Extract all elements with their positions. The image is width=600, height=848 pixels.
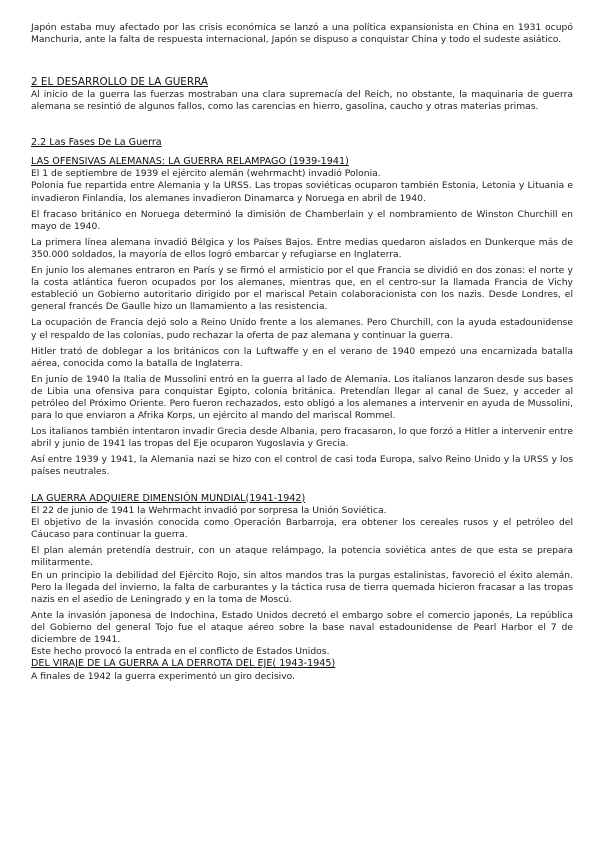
section-2-2-heading: 2.2 Las Fases De La Guerra — [31, 137, 162, 149]
blitz-paragraph: En junio los alemanes entraron en París y se firmó el armisticio por el que Francia se dividió en dos zonas: el norte y la costa atlántica fueron ocupados por los alemanes, mientras que, en el centro-sur la llamada Francia de Vichy estableció un Gobierno autoritario dirigido por el mariscal Petain colaboracionista con los nazis. Desde Londres, el general francés De Gaulle hizo un llamamiento a las resistencia. — [31, 265, 573, 313]
turning-point-paragraph: A finales de 1942 la guerra experimentó un giro decisivo. — [31, 670, 296, 682]
global-war-paragraph: El objetivo de la invasión conocida como Operación Barbarroja, era obtener los cereales rusos y el petróleo del Cáucaso para continuar la guerra. — [31, 517, 573, 541]
global-war-paragraph: En un principio la debilidad del Ejército Rojo, sin altos mandos tras la purgas estalinistas, favoreció el éxito alemán. Pero la llegada del invierno, la falta de carburantes y la táctica rusa de tierra quemada hicieron fracasar a las tropas nazis en el asedio de Leningrado y en la toma de Moscú. — [31, 569, 573, 605]
blitz-paragraph: En junio de 1940 la Italia de Mussolini entró en la guerra al lado de Alemania. Los italianos lanzaron desde sus bases de Libia una ofensiva para conquistar Egipto, colonia británica. Pretendían llegar al canal de Suez, y acceder al petróleo del Próximo Oriente. Pero fueron rechazados, esto obligó a los alemanes a intervenir en ayuda de Mussolini, para lo que enviaron a Afrika Korps, un ejército al mando del mariscal Rommel. — [31, 373, 573, 422]
blitz-paragraph: La ocupación de Francia dejó solo a Reino Unido frente a los alemanes. Pero Churchill, con la ayuda estadounidense y el respaldo de las colonias, pudo rechazar la oferta de paz alemana y continuar la guerra. — [31, 317, 573, 341]
global-war-paragraph: El 22 de junio de 1941 la Wehrmacht invadió por sorpresa la Unión Soviética. — [31, 505, 387, 517]
global-war-paragraph: Este hecho provocó la entrada en el conflicto de Estados Unidos. — [31, 646, 330, 658]
blitz-heading: LAS OFENSIVAS ALEMANAS: LA GUERRA RELAMPAGO (1939-1941) — [31, 155, 349, 167]
blitz-paragraph: El fracaso británico en Noruega determinó la dimisión de Chamberlain y el nombramiento de Winston Churchill en mayo de 1940. — [31, 208, 573, 232]
document-page — [31, 22, 573, 683]
blitz-paragraph: La primera línea alemana invadió Bélgica y los Países Bajos. Entre medias quedaron aislados en Dunkerque más de 350.000 soldados, la mayoría de ellos logró embarcar y refugiarse en Inglaterra. — [31, 236, 573, 260]
blitz-paragraph: El 1 de septiembre de 1939 el ejército alemán (wehrmacht) invadió Polonia. — [31, 168, 381, 180]
intro-paragraph: Japón estaba muy afectado por las crisis económica se lanzó a una política expansionista en China en 1931 ocupó Manchuria, ante la falta de respuesta internacional, Japón se dispuso a conquistar China y todo el sudeste asiático. — [31, 22, 573, 46]
global-war-paragraph: El plan alemán pretendía destruir, con un ataque relámpago, la potencia soviética antes de que esta se prepara militarmente. — [31, 545, 573, 569]
blitz-paragraph: Así entre 1939 y 1941, la Alemania nazi se hizo con el control de casi toda Europa, salvo Reino Unido y la URSS y los países neutrales. — [31, 454, 573, 478]
turning-point-heading: DEL VIRAJE DE LA GUERRA A LA DERROTA DEL EJE( 1943-1945) — [31, 658, 336, 670]
blitz-paragraph: Los italianos también intentaron invadir Grecia desde Albania, pero fracasaron, lo que forzó a Hitler a intervenir entre abril y junio de 1941 las tropas del Eje ocuparon Yugoslavia y Grecia. — [31, 426, 573, 450]
section-2-heading: 2 EL DESARROLLO DE LA GUERRA — [31, 76, 208, 89]
blitz-paragraph: Hitler trató de doblegar a los británicos con la Luftwaffe y en el verano de 1940 empezó una encarnizada batalla aérea, conocida como la batalla de Inglaterra. — [31, 345, 573, 369]
section-2-body: Al inicio de la guerra las fuerzas mostraban una clara supremacía del Reich, no obstante, la maquinaria de guerra alemana se resintió de algunos fallos, como las carencias en hierro, gasolina, caucho y otras materias primas. — [31, 89, 573, 113]
global-war-paragraph: Ante la invasión japonesa de Indochina, Estado Unidos decretó el embargo sobre el comercio japonés, La república del Gobierno del general Tojo fue el ataque aéreo sobre la base naval estadounidense de Pearl Harbor el 7 de diciembre de 1941. — [31, 609, 573, 645]
global-war-heading: LA GUERRA ADQUIERE DIMENSIÓN MUNDIAL(1941-1942) — [31, 492, 306, 504]
blitz-paragraph: Polonia fue repartida entre Alemania y la URSS. Las tropas soviéticas ocuparon también Estonia, Letonia y Lituania e invadieron Finlandia, los alemanes invadieron Dinamarca y Noruega en abril de 1940. — [31, 180, 573, 204]
